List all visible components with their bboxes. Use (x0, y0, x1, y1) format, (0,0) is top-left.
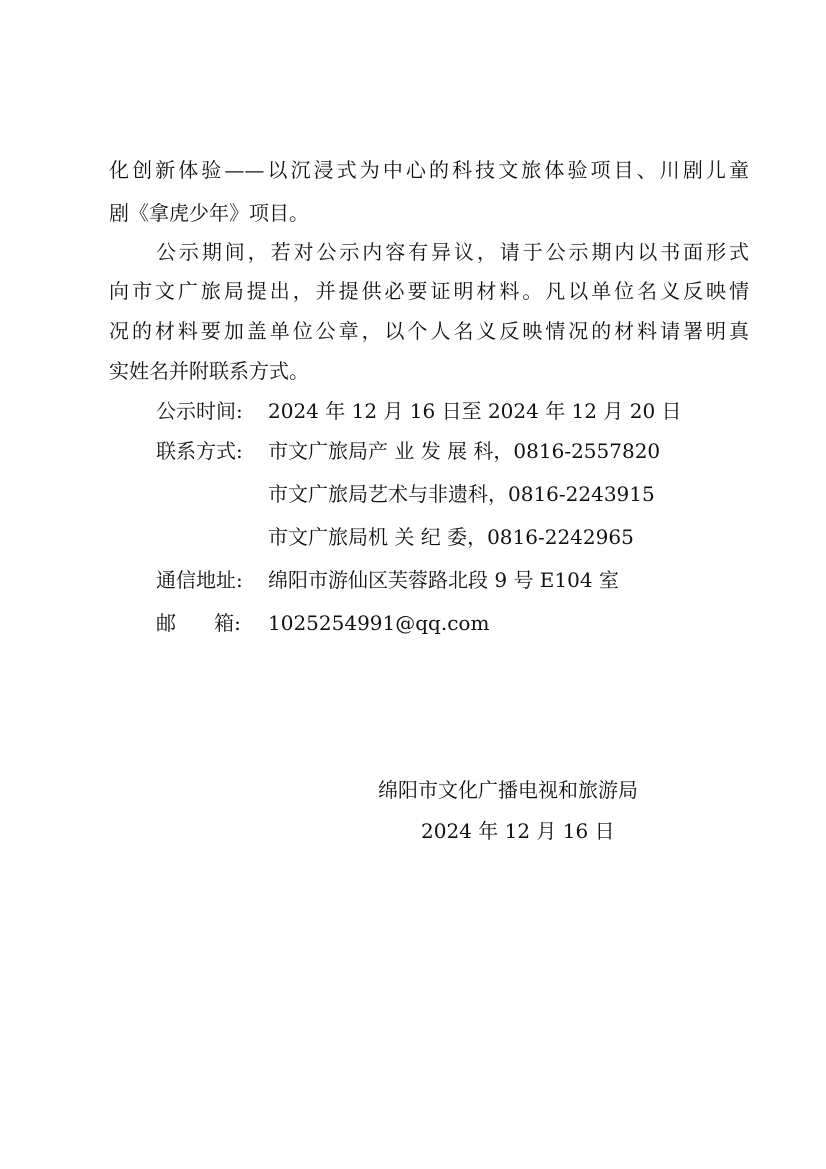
email-row (156, 608, 489, 638)
email-value: 1025254991@qq.com (268, 611, 490, 635)
contact-3: 市文广旅局机 关 纪 委，0816-2242965 (268, 525, 634, 549)
paragraph-1-line-1: 化创新体验——以沉浸式为中心的科技文旅体验项目、川剧儿童 (109, 158, 749, 182)
signature-date: 2024 年 12 月 16 日 (421, 819, 615, 843)
address-row (156, 565, 619, 595)
contact-2: 市文广旅局艺术与非遗科，0816-2243915 (268, 482, 655, 506)
period-row (156, 396, 682, 426)
paragraph-2-line-1: 公示期间，若对公示内容有异议，请于公示期内以书面形式 (156, 240, 749, 264)
period-label: 公示时间: (156, 399, 243, 423)
contact-row (156, 436, 660, 466)
period-value: 2024 年 12 月 16 日至 2024 年 12 月 20 日 (268, 399, 682, 423)
address-label: 通信地址: (156, 568, 243, 592)
paragraph-1-line-2: 剧《拿虎少年》项目。 (109, 201, 309, 225)
contact-label: 联系方式: (156, 439, 243, 463)
contact-1: 市文广旅局产 业 发 展 科，0816-2557820 (268, 439, 661, 463)
signature-organization: 绵阳市文化广播电视和旅游局 (378, 778, 638, 802)
email-label: 邮 箱: (156, 611, 241, 635)
address-value: 绵阳市游仙区芙蓉路北段 9 号 E104 室 (268, 568, 619, 592)
paragraph-2-line-4: 实姓名并附联系方式。 (109, 359, 309, 383)
paragraph-2-line-3: 况的材料要加盖单位公章，以个人名义反映情况的材料请署明真 (109, 319, 749, 343)
paragraph-2-line-2: 向市文广旅局提出，并提供必要证明材料。凡以单位名义反映情 (109, 279, 749, 303)
